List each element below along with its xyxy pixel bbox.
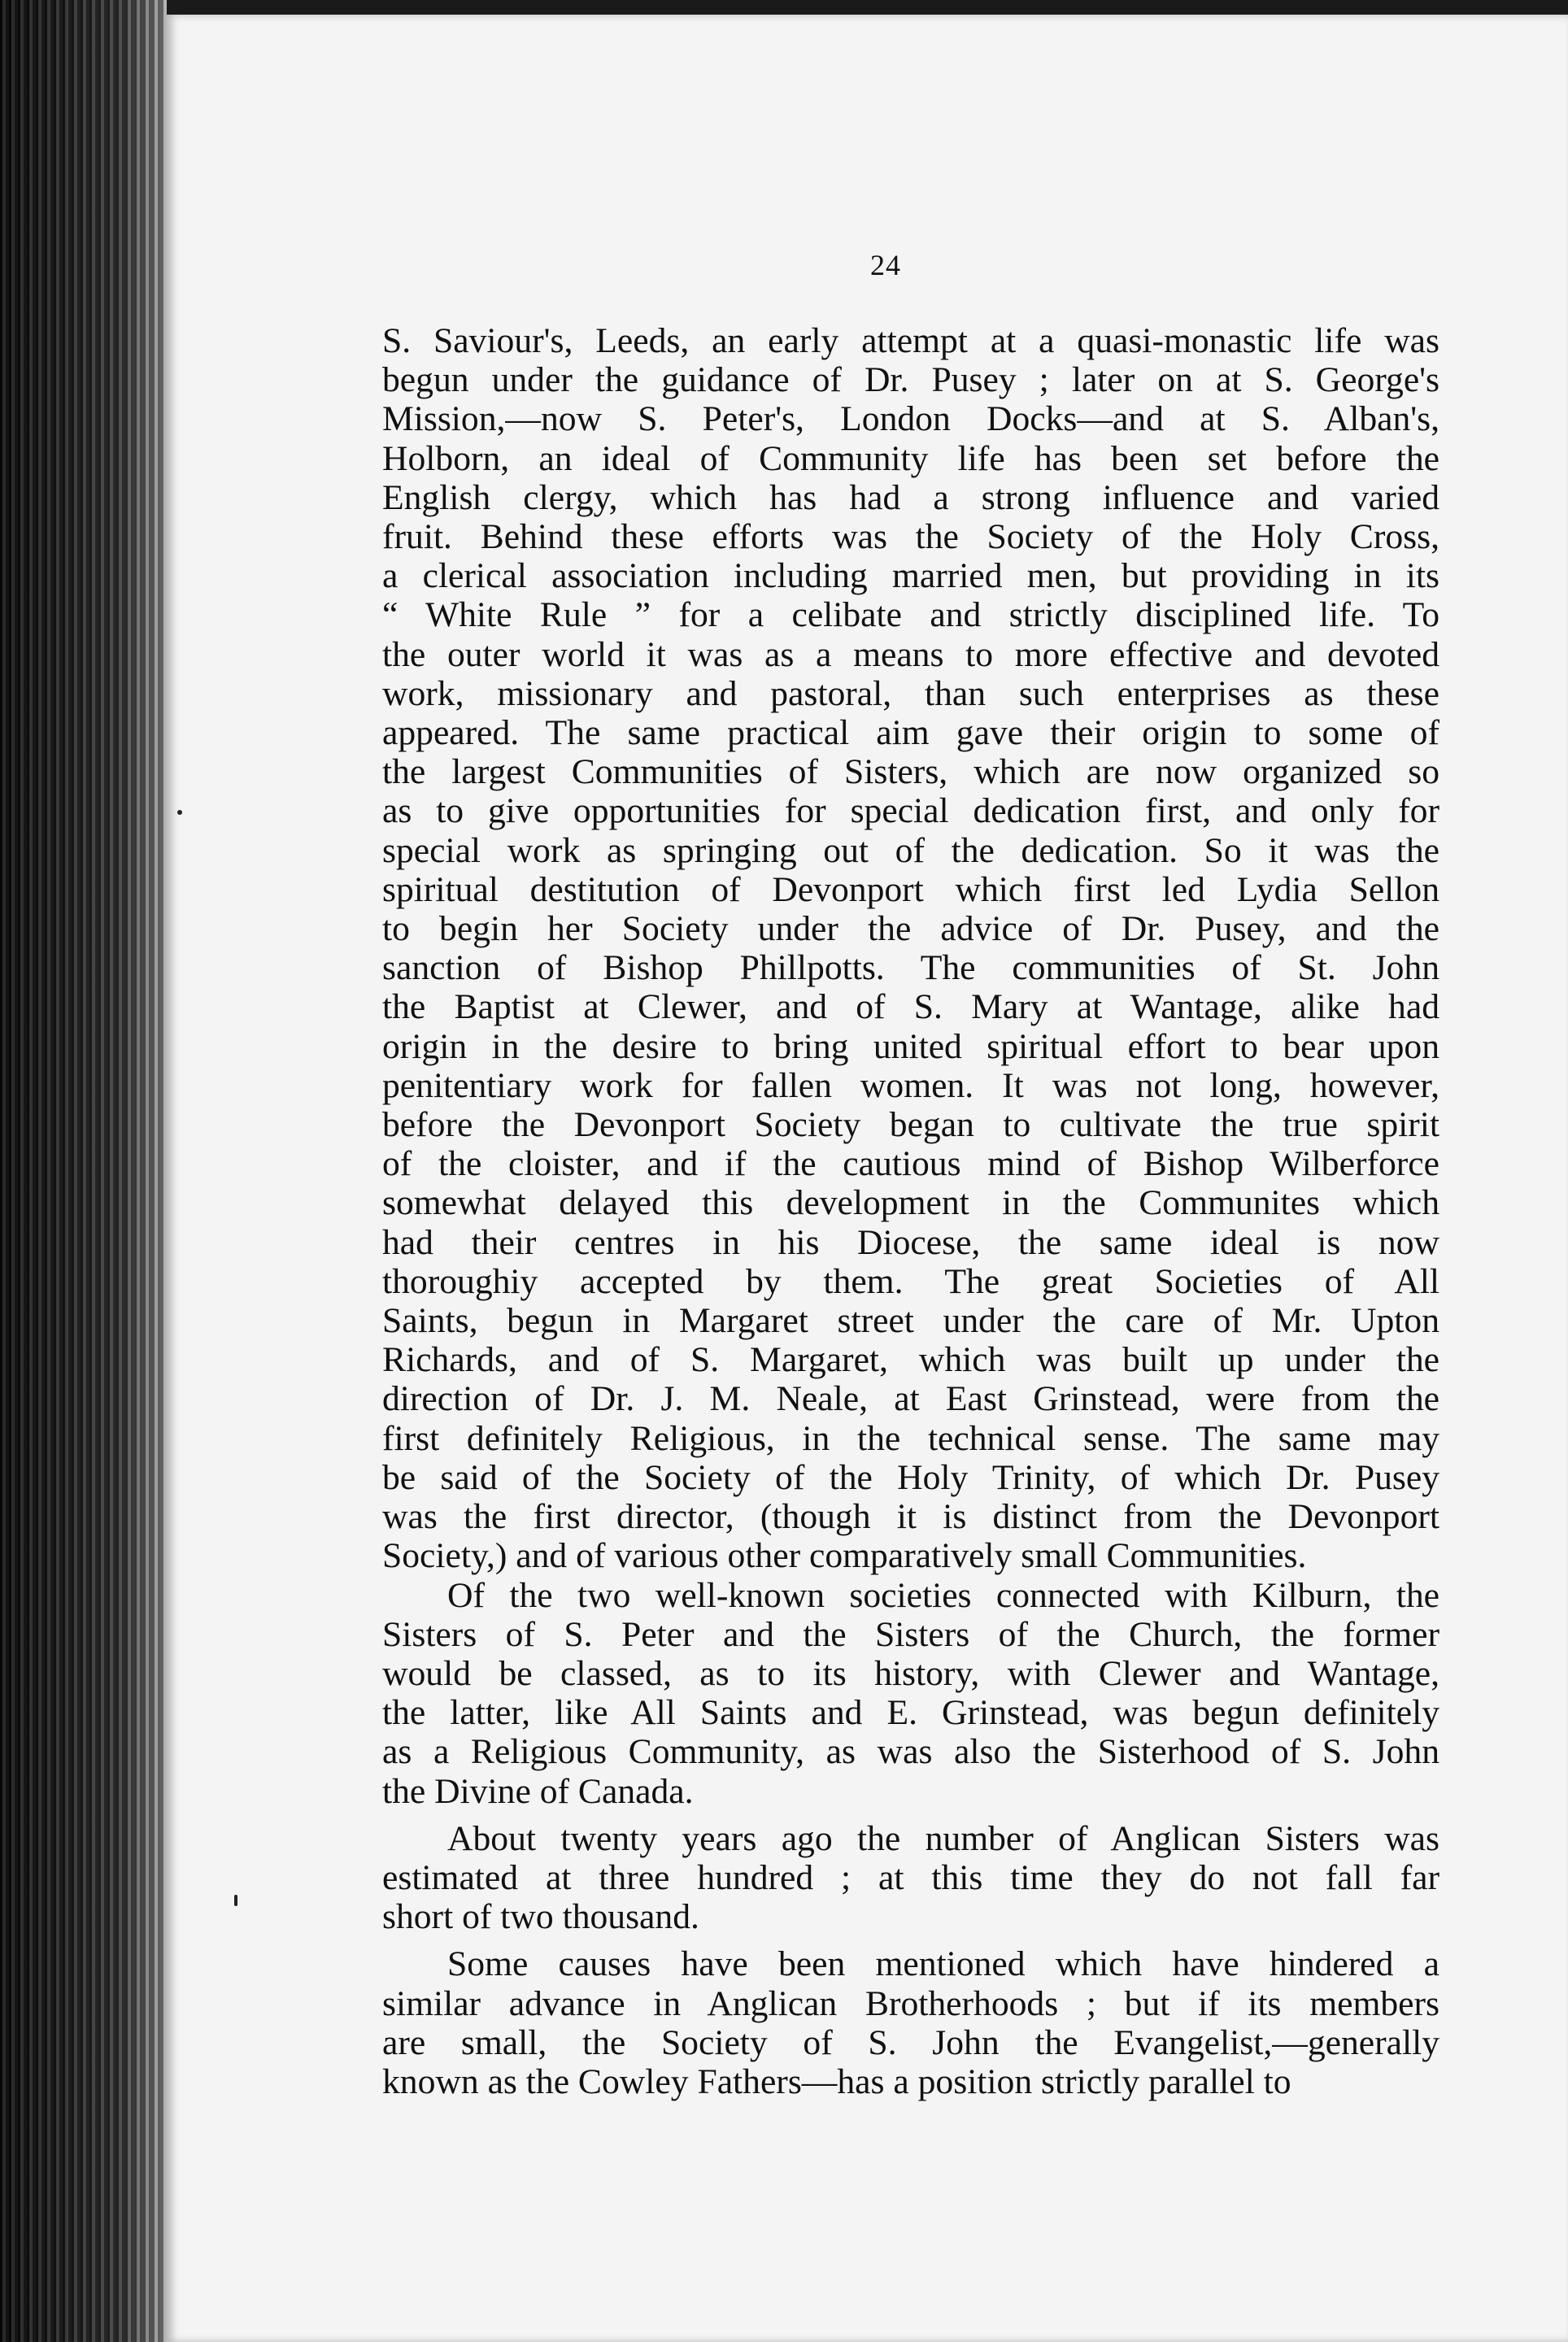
text-line: thoroughiy accepted by them. The great Societies of All <box>382 1261 1440 1301</box>
text-line: Sisters of S. Peter and the Sisters of the Church, the former <box>382 1614 1440 1654</box>
text-line: the Divine of Canada. <box>382 1771 694 1811</box>
text-line: Society,) and of various other comparatively small Communities. <box>382 1536 1307 1576</box>
text-line: of the cloister, and if the cautious mind of Bishop Wilberforce <box>382 1144 1440 1184</box>
text-line: to begin her Society under the advice of Dr. Pusey, and the <box>382 909 1440 949</box>
text-line: Saints, begun in Margaret street under the care of Mr. Upton <box>382 1301 1440 1341</box>
page-number: 24 <box>870 249 901 281</box>
text-line: estimated at three hundred ; at this time they do not fall far <box>382 1857 1440 1897</box>
text-line: Some causes have been mentioned which have hindered a <box>447 1944 1440 1984</box>
text-line: known as the Cowley Fathers—has a position strictly parallel to <box>382 2061 1291 2101</box>
text-line: as to give opportunities for special dedication first, and only for <box>382 791 1440 831</box>
text-line: appeared. The same practical aim gave their origin to some of <box>382 713 1440 753</box>
text-line: Holborn, an ideal of Community life has been set before the <box>382 438 1440 478</box>
top-scan-border <box>167 0 1568 15</box>
paragraph-2 <box>382 1576 1440 1811</box>
text-line: spiritual destitution of Devonport which first led Lydia Sellon <box>382 869 1440 909</box>
ink-speck <box>234 1895 237 1906</box>
text-line: About twenty years ago the number of Anglican Sisters was <box>447 1818 1440 1858</box>
text-line: the Baptist at Clewer, and of S. Mary at Wantage, alike had <box>382 987 1440 1027</box>
paragraph-1 <box>382 321 1440 1576</box>
text-line: are small, the Society of S. John the Evangelist,—generally <box>382 2022 1440 2062</box>
paragraph-gap <box>382 1936 1440 1944</box>
text-line: Richards, and of S. Margaret, which was built up under the <box>382 1340 1440 1380</box>
text-line: penitentiary work for fallen women. It was not long, however, <box>382 1065 1440 1105</box>
text-line: before the Devonport Society began to cultivate the true spirit <box>382 1105 1440 1145</box>
body-text <box>382 321 1440 2101</box>
text-line: somewhat delayed this development in the Communites which <box>382 1183 1440 1223</box>
text-line: similar advance in Anglican Brotherhoods ; but if its members <box>382 1983 1440 2023</box>
paragraph-4 <box>382 1944 1440 2101</box>
text-line: the outer world it was as a means to more effective and devoted <box>382 634 1440 674</box>
paragraph-gap <box>382 1811 1440 1819</box>
text-line: English clergy, which has had a strong influence and varied <box>382 477 1440 517</box>
text-line: Mission,—now S. Peter's, London Docks—and at S. Alban's, <box>382 399 1440 439</box>
text-line: S. Saviour's, Leeds, an early attempt at a quasi-monastic life was <box>382 321 1440 360</box>
text-line: sanction of Bishop Phillpotts. The communities of St. John <box>382 948 1440 988</box>
text-line: origin in the desire to bring united spiritual effort to bear upon <box>382 1026 1440 1066</box>
text-line: a clerical association including married men, but providing in its <box>382 556 1440 596</box>
book-binding-edge <box>0 0 167 2342</box>
text-line: be said of the Society of the Holy Trinity, of which Dr. Pusey <box>382 1457 1440 1497</box>
text-line: was the first director, (though it is distinct from the Devonport <box>382 1497 1440 1537</box>
ink-speck <box>177 810 182 815</box>
text-line: fruit. Behind these efforts was the Society of the Holy Cross, <box>382 517 1440 557</box>
text-line: short of two thousand. <box>382 1897 699 1937</box>
text-line: first definitely Religious, in the technical sense. The same may <box>382 1418 1440 1458</box>
text-line: Of the two well-known societies connected with Kilburn, the <box>447 1575 1440 1615</box>
paragraph-3 <box>382 1819 1440 1937</box>
text-line: “ White Rule ” for a celibate and strictly disciplined life. To <box>382 595 1440 635</box>
text-line: had their centres in his Diocese, the same ideal is now <box>382 1222 1440 1262</box>
text-line: the largest Communities of Sisters, which are now organized so <box>382 752 1440 792</box>
text-line: work, missionary and pastoral, than such enterprises as these <box>382 673 1440 713</box>
text-line: the latter, like All Saints and E. Grinstead, was begun definitely <box>382 1693 1440 1733</box>
text-line: direction of Dr. J. M. Neale, at East Grinstead, were from the <box>382 1379 1440 1419</box>
text-line: would be classed, as to its history, with Clewer and Wantage, <box>382 1653 1440 1693</box>
text-line: begun under the guidance of Dr. Pusey ; later on at S. George's <box>382 360 1440 400</box>
text-line: as a Religious Community, as was also the Sisterhood of S. John <box>382 1732 1440 1772</box>
text-line: special work as springing out of the dedication. So it was the <box>382 830 1440 870</box>
